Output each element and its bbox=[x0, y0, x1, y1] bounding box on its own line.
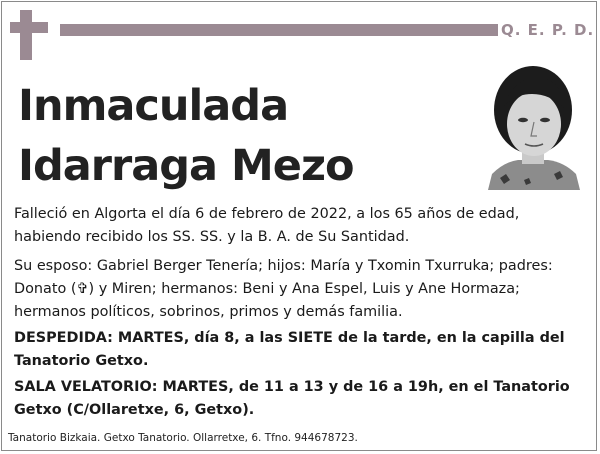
header-bar bbox=[60, 24, 498, 36]
portrait-photo bbox=[484, 62, 582, 190]
qepd-label: Q. E. P. D. bbox=[501, 21, 595, 39]
funeral-home-footer: Tanatorio Bizkaia. Getxo Tanatorio. Ollarretxe, 6. Tfno. 944678723. bbox=[8, 432, 358, 444]
wake-paragraph: SALA VELATORIO: MARTES, de 11 a 13 y de 16 a 19h, en el Tanatorio Getxo (C/Ollaretxe, 6, Getxo). bbox=[14, 379, 570, 418]
death-paragraph: Falleció en Algorta el día 6 de febrero de 2022, a los 65 años de edad, habiendo recibido los SS. SS. y la B. A. de Su Santidad. bbox=[14, 206, 520, 245]
cross-icon bbox=[20, 10, 32, 60]
cross-icon-bar bbox=[10, 22, 48, 33]
farewell-paragraph: DESPEDIDA: MARTES, día 8, a las SIETE de la tarde, en la capilla del Tanatorio Getxo. bbox=[14, 330, 565, 369]
family-paragraph: Su esposo: Gabriel Berger Tenería; hijos: María y Txomin Txurruka; padres: Donato (✞) y Miren; hermanos: Beni y Ana Espel, Luis y Ane Hormaza; hermanos políticos, sobrinos, primos y demás familia. bbox=[14, 258, 553, 320]
deceased-first-name: Inmaculada bbox=[18, 81, 289, 131]
deceased-surnames: Idarraga Mezo bbox=[18, 141, 354, 191]
